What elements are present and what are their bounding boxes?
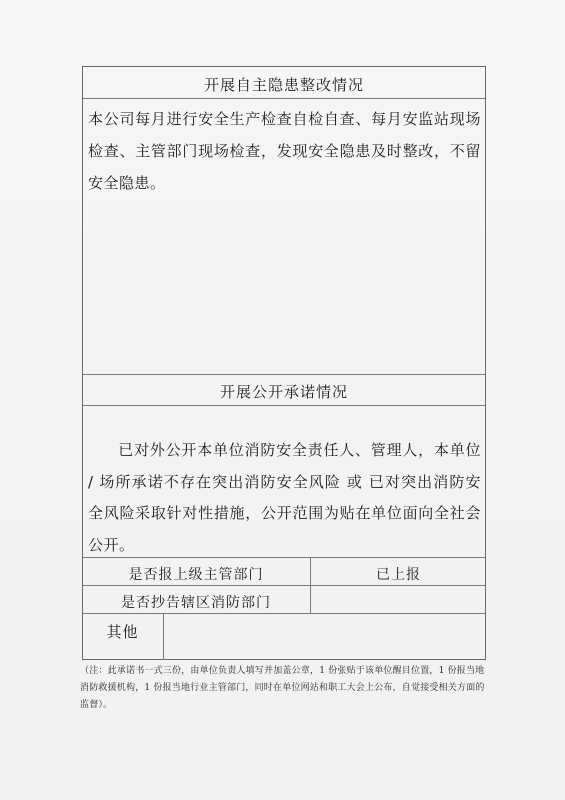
commitment-form-table bbox=[82, 66, 486, 660]
divider bbox=[83, 557, 485, 558]
divider bbox=[83, 374, 485, 375]
rectification-content: 本公司每月进行安全生产检查自检自查、每月安监站现场检查、主管部门现场检查，发现安全隐患及时整改，不留安全隐患。 bbox=[88, 110, 481, 192]
divider bbox=[83, 98, 485, 99]
footnote: （注：此承诺书一式三份，由单位负责人填写并加盖公章，1 份张贴于该单位醒目位置，1 份报当地消防救援机构，1 份报当地行业主管部门，同时在单位网站和职工大会上公布，自觉接受相关方面的监督）。 bbox=[80, 666, 485, 710]
copied-label: 是否抄告辖区消防部门 bbox=[121, 595, 271, 611]
divider bbox=[163, 613, 164, 660]
reported-value: 已上报 bbox=[376, 567, 421, 583]
commitment-content bbox=[88, 435, 481, 561]
divider bbox=[83, 585, 485, 586]
other-label: 其他 bbox=[106, 623, 139, 641]
commitment-content-text: 已对外公开本单位消防安全责任人、管理人，本单位 / 场所承诺不存在突出消防安全风险 或 已对突出消防安全风险采取针对性措施，公开范围为贴在单位面向全社会公开。 bbox=[88, 441, 481, 554]
rectification-heading: 开展自主隐患整改情况 bbox=[203, 76, 364, 94]
divider bbox=[83, 405, 485, 406]
reported-label: 是否报上级主管部门 bbox=[128, 567, 264, 583]
divider bbox=[83, 613, 485, 614]
commitment-heading: 开展公开承诺情况 bbox=[219, 383, 348, 401]
